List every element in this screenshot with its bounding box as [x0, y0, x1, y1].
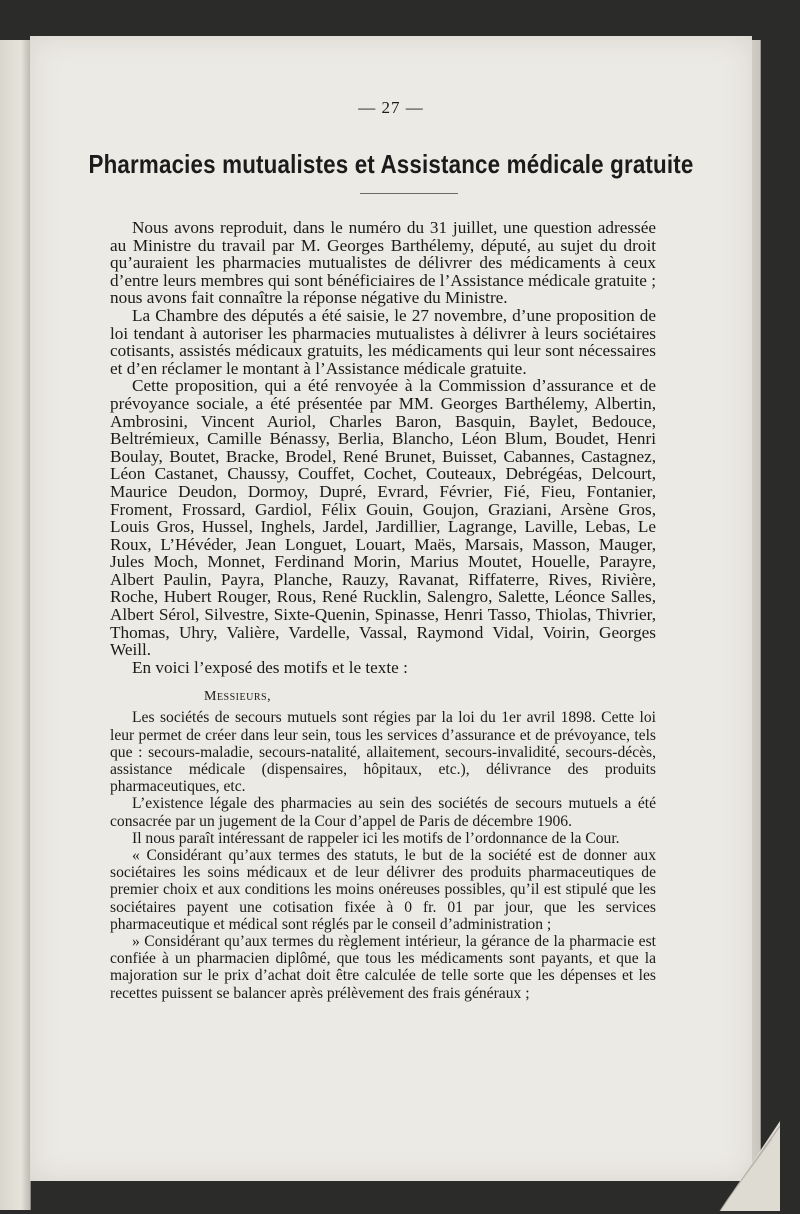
article-title: Pharmacies mutualistes et Assistance médicale gratuite: [88, 149, 694, 179]
paragraph: Cette proposition, qui a été renvoyée à la Commission d’assurance et de prévoyance sociale, a été présentée par MM. Georges Barthélemy, Albertin, Ambrosini, Vincent Auriol, Charles Baron, Basquin, Baylet, Bedouce, Beltrémieux, Camille Bénassy, Berlia, Blancho, Léon Blum, Boudet, Henri Boulay, Boutet, Bracke, Brodel, René Brunet, Buisset, Cabannes, Castagnez, Léon Castanet, Chaussy, Couffet, Cochet, Couteaux, Debrégéas, Delcourt, Maurice Deudon, Dormoy, Dupré, Evrard, Février, Fié, Fieu, Fontanier, Froment, Frossard, Gardiol, Félix Gouin, Goujon, Graziani, Arsène Gros, Louis Gros, Hussel, Inghels, Jardel, Jardillier, Lagrange, Laville, Lebas, Le Roux, L’Hévéder, Jean Longuet, Louart, Maës, Marsais, Masson, Mauger, Jules Moch, Monnet, Ferdinand Morin, Marius Moutet, Houelle, Parayre, Albert Paulin, Payra, Planche, Rauzy, Ravanat, Riffaterre, Rives, Rivière, Roche, Hubert Rouger, Rous, René Rucklin, Salengro, Salette, Léonce Salles, Albert Sérol, Silvestre, Sixte-Quenin, Spinasse, Henri Tasso, Thiolas, Thivrier, Thomas, Uhry, Valière, Vardelle, Vassal, Raymond Vidal, Voirin, Georges Weill.: [110, 376, 656, 660]
paragraph: Il nous paraît intéressant de rappeler ici les motifs de l’ordonnance de la Cour.: [132, 829, 620, 847]
paragraph: » Considérant qu’aux termes du règlement intérieur, la gérance de la pharmacie est confiée à un pharmacien diplômé, que tous les médicaments sont payants, et que la majoration sur le prix d’achat doit être calculée de telle sorte que les dépenses et les recettes puissent se balancer après prélèvement des frais généraux ;: [110, 933, 656, 1002]
paragraph: L’existence légale des pharmacies au sein des sociétés de secours mutuels a été consacrée par un jugement de la Cour d’appel de Paris de décembre 1906.: [110, 795, 656, 830]
title-divider: [360, 193, 458, 194]
paragraph: Les sociétés de secours mutuels sont régies par la loi du 1er avril 1898. Cette loi leur permet de créer dans leur sein, tous les services d’assurance et de prévoyance, tels que : secours-maladie, secours-natalité, allaitement, secours-invalidité, secours-décès, assistance médicale (dispensaires, hôpitaux, etc.), délivrance des produits pharmaceutiques, etc.: [110, 709, 656, 796]
page-number: — 27 —: [358, 98, 424, 117]
salutation: Messieurs,: [204, 689, 272, 705]
folded-corner-icon: [710, 1121, 780, 1211]
document-page: [30, 36, 752, 1181]
exposé-des-motifs: [110, 709, 656, 1001]
paragraph: La Chambre des députés a été saisie, le 27 novembre, d’une proposition de loi tendant à autoriser les pharmacies mutualistes à délivrer à leurs sociétaires cotisants, assistés médicaux gratuits, les médicaments qui leur sont nécessaires et d’en réclamer le montant à l’Assistance médicale gratuite.: [110, 305, 656, 378]
paragraph: En voici l’exposé des motifs et le texte :: [132, 657, 408, 677]
article-body: [110, 219, 656, 1002]
previous-page-edge: [0, 40, 31, 1210]
paragraph: Nous avons reproduit, dans le numéro du 31 juillet, une question adressée au Ministre du travail par M. Georges Barthélemy, député, au sujet du droit qu’auraient les pharmacies mutualistes de délivrer des médicaments à ceux d’entre leurs membres qui sont bénéficiaires de l’Assistance médicale gratuite ; nous avons fait connaître la réponse négative du Ministre.: [110, 218, 656, 308]
paragraph: « Considérant qu’aux termes des statuts, le but de la société est de donner aux sociétaires les soins médicaux et de leur délivrer des produits pharmaceutiques de premier choix et aux conditions les moins onéreuses possibles, qu’il est stipulé que les sociétaires payent une cotisation fixée à 0 fr. 01 par jour, que les services pharmaceutique et médical sont réglés par le conseil d’administration ;: [110, 847, 656, 933]
